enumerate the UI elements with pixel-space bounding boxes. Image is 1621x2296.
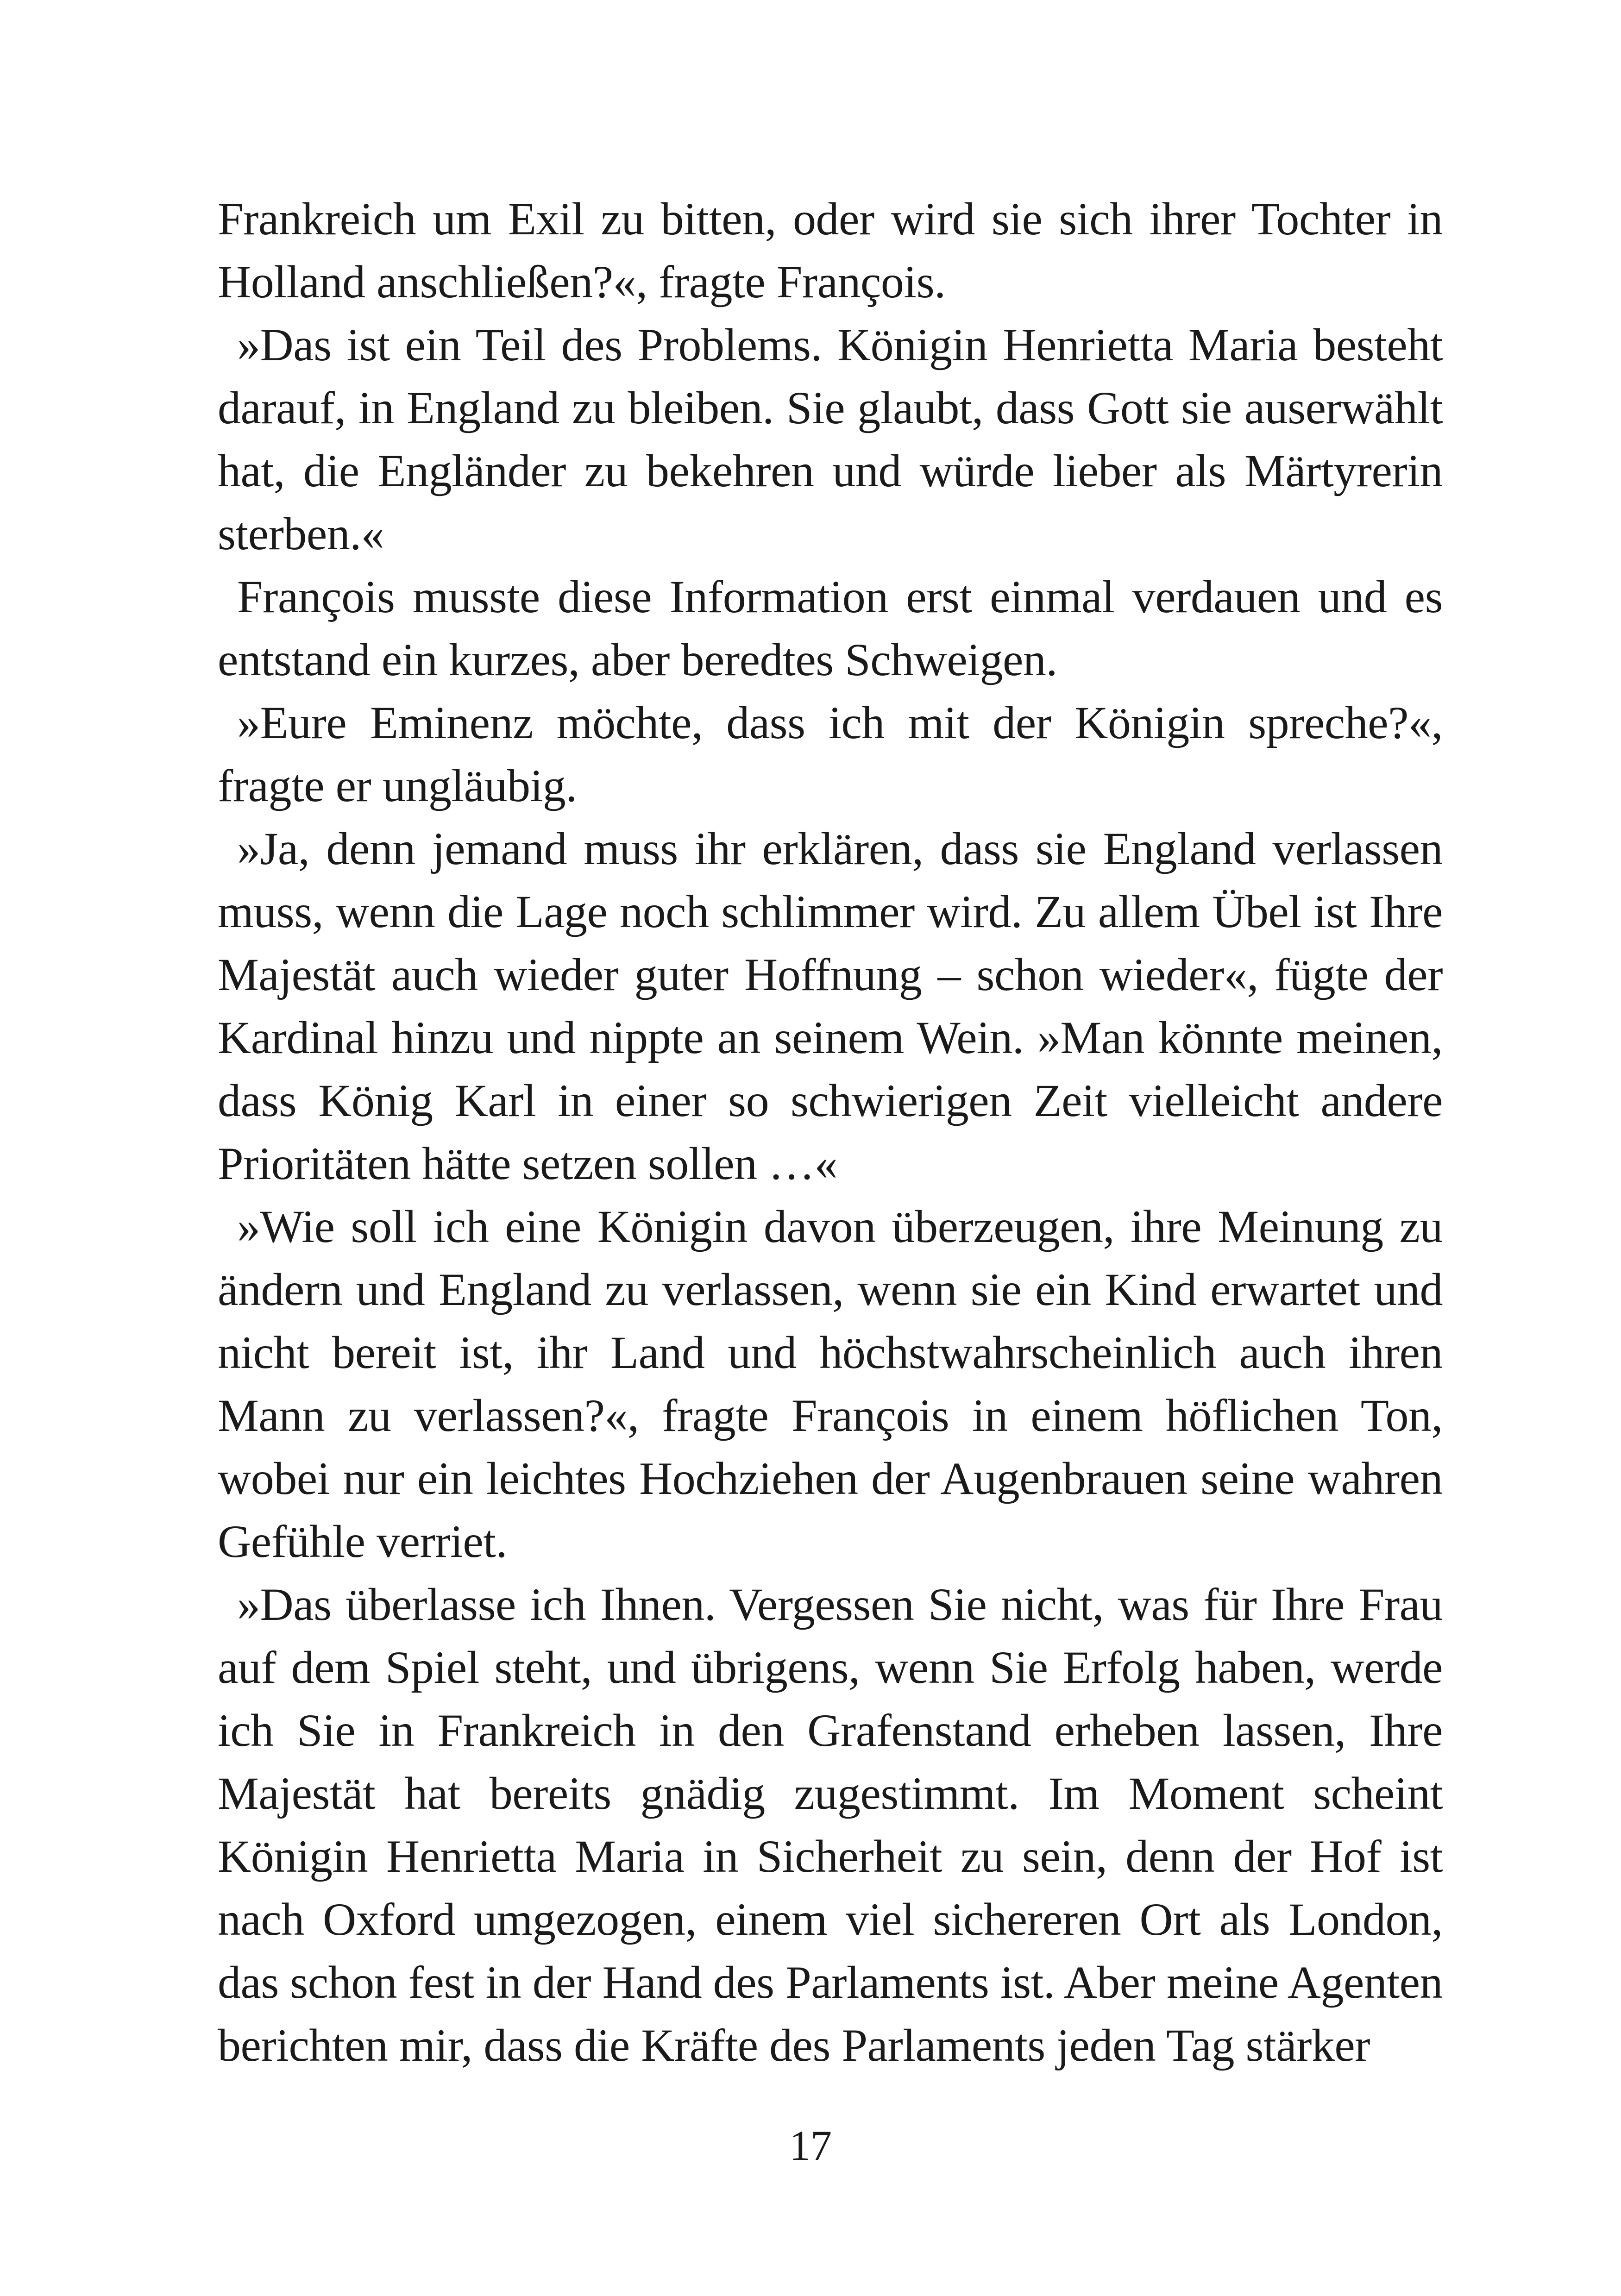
paragraph-5: »Ja, denn jemand muss ihr erklären, dass sie England verlassen muss, wenn die Lage noch schlimmer wird. Zu allem Übel ist Ihre Majestät auch wieder guter Hoffnung – schon wieder«, fügte der Kardinal hinzu und nippte an seinem Wein. »Man könnte meinen, dass König Karl in einer so schwierigen Zeit vielleicht andere Prioritäten hätte setzen sollen …« (218, 823, 1443, 1189)
paragraph-4: »Eure Eminenz möchte, dass ich mit der Königin spreche?«, fragte er ungläubig. (218, 697, 1443, 811)
paragraph-3: François musste diese Information erst einmal verdauen und es entstand ein kurzes, aber beredtes Schweigen. (218, 571, 1443, 685)
body-text (218, 188, 1443, 2077)
paragraph-6: »Wie soll ich eine Königin davon überzeugen, ihre Meinung zu ändern und England zu verlassen, wenn sie ein Kind erwartet und nicht bereit ist, ihr Land und höchstwahrscheinlich auch ihren Mann zu verlassen?«, fragte François in einem höflichen Ton, wobei nur ein leichtes Hochziehen der Augenbrauen seine wahren Gefühle verriet. (218, 1201, 1443, 1567)
page-number: 17 (789, 2122, 832, 2169)
paragraph-2: »Das ist ein Teil des Problems. Königin Henrietta Maria besteht darauf, in England zu bleiben. Sie glaubt, dass Gott sie auserwählt hat, die Engländer zu bekehren und würde lieber als Märtyrerin sterben.« (218, 319, 1443, 559)
paragraph-7: »Das überlasse ich Ihnen. Vergessen Sie nicht, was für Ihre Frau auf dem Spiel steht, und übrigens, wenn Sie Erfolg haben, werde ich Sie in Frankreich in den Grafenstand erheben lassen, Ihre Majestät hat bereits gnädig zugestimmt. Im Moment scheint Königin Henrietta Maria in Sicherheit zu sein, denn der Hof ist nach Oxford umgezogen, einem viel sichereren Ort als London, das schon fest in der Hand des Parlaments ist. Aber meine Agenten berichten mir, dass die Kräfte des Parlaments jeden Tag stärker (218, 1579, 1443, 2071)
paragraph-1: Frankreich um Exil zu bitten, oder wird sie sich ihrer Tochter in Holland anschließen?«, fragte François. (218, 193, 1443, 307)
